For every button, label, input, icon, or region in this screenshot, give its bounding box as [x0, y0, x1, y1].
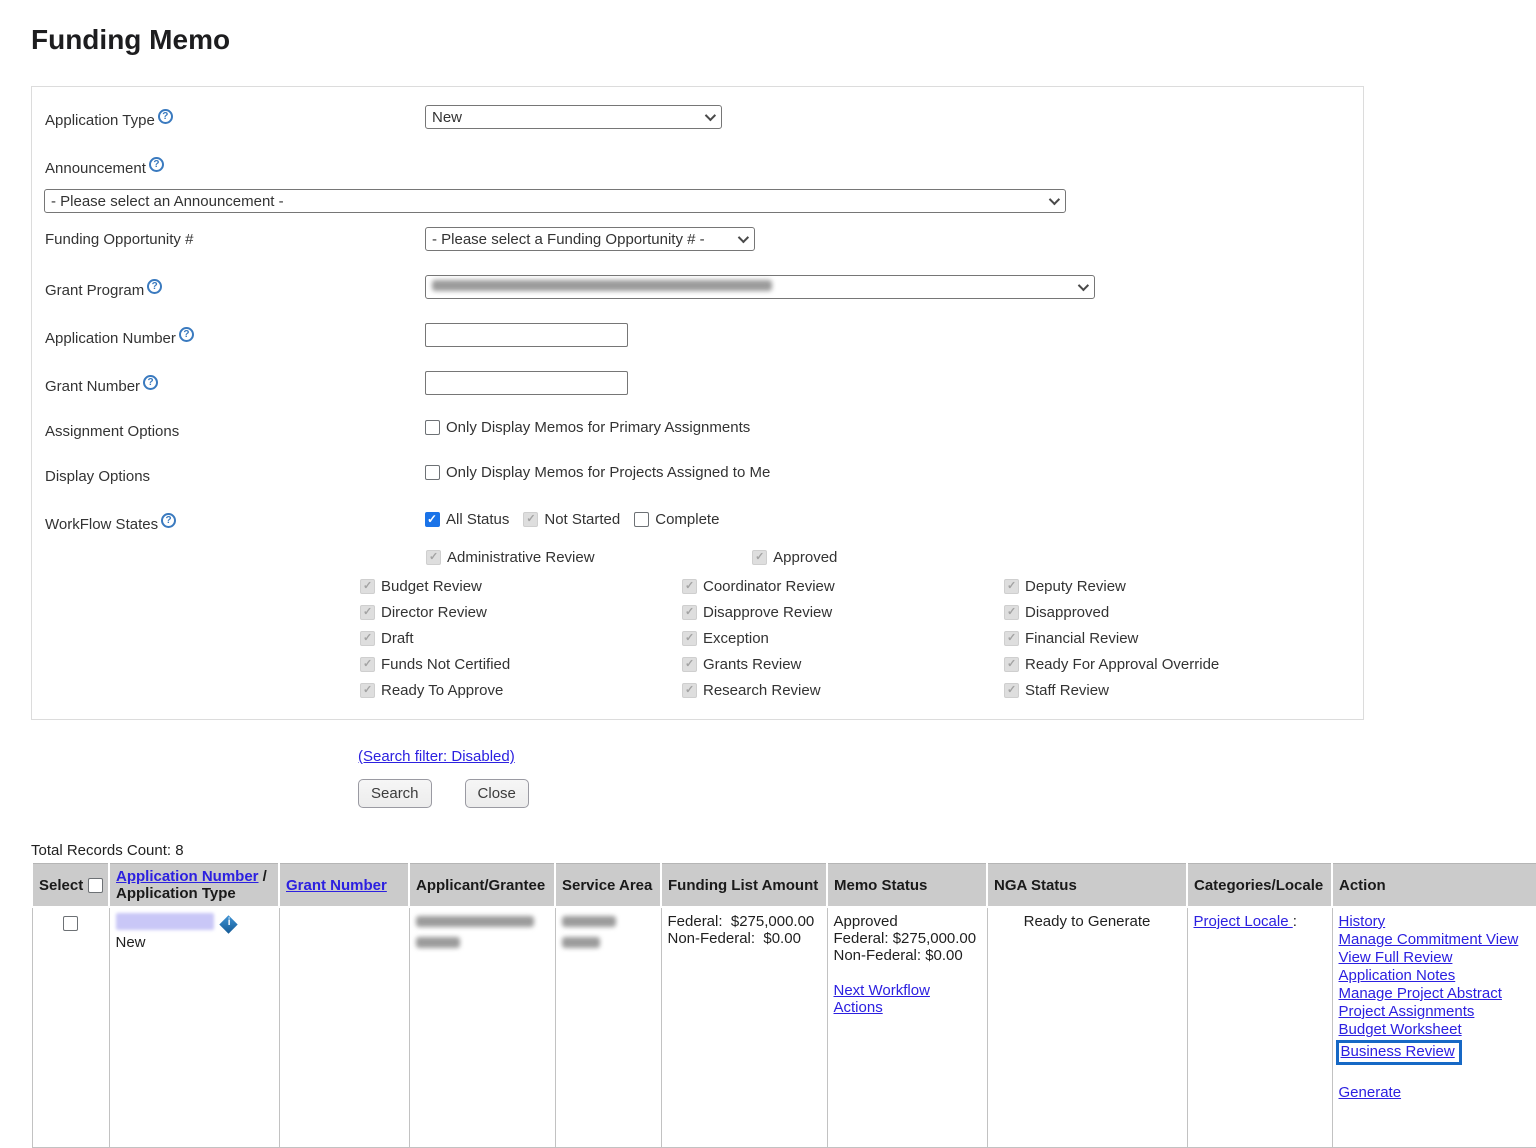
help-icon[interactable] — [158, 109, 173, 124]
not-started-label: Not Started — [544, 511, 621, 528]
help-icon[interactable] — [149, 157, 164, 172]
grant-program-select[interactable] — [425, 275, 1095, 299]
administrative-review-checkbox — [426, 550, 441, 565]
col-memo-status: Memo Status — [827, 864, 987, 908]
redacted-applicant-name — [416, 937, 460, 948]
funding-opportunity-selected-value: - Please select a Funding Opportunity # - — [432, 230, 705, 248]
help-icon[interactable] — [143, 375, 158, 390]
search-button[interactable]: Search — [358, 779, 432, 808]
grant-number-sort-link[interactable]: Grant Number — [286, 876, 387, 894]
col-grant-number — [279, 864, 409, 908]
table-header-row — [32, 864, 1536, 908]
grant-program-selected-value-redacted — [432, 277, 772, 298]
action-manage-commitment-view-link[interactable]: Manage Commitment View — [1338, 931, 1519, 948]
row-service-area-cell — [555, 907, 661, 1147]
action-view-full-review-link[interactable]: View Full Review — [1338, 949, 1453, 966]
application-number-label: Application Number? — [32, 323, 425, 347]
select-all-checkbox[interactable] — [88, 878, 103, 893]
chevron-down-icon — [705, 110, 716, 121]
assignment-options-label: Assignment Options — [45, 423, 180, 440]
funding-memo-search-form — [31, 86, 1364, 720]
workflow-states-label: WorkFlow States ? — [32, 509, 425, 533]
action-business-review-link[interactable]: Business Review — [1340, 1043, 1455, 1060]
row-select-cell — [32, 907, 109, 1147]
application-number-link[interactable] — [116, 917, 214, 934]
action-project-assignments-link[interactable]: Project Assignments — [1338, 1003, 1475, 1020]
project-locale-link[interactable]: Project Locale — [1193, 913, 1293, 930]
application-number-input[interactable] — [425, 323, 628, 347]
primary-assignments-checkbox-label: Only Display Memos for Primary Assignments — [446, 419, 751, 436]
col-application-number: Application Number / Application Type — [109, 864, 279, 908]
budget-review-checkbox — [360, 579, 375, 594]
col-action: Action — [1332, 864, 1536, 908]
results-table-wrap — [31, 863, 1536, 1148]
results-table — [31, 863, 1536, 1148]
complete-checkbox[interactable] — [634, 512, 649, 527]
projects-assigned-checkbox-label: Only Display Memos for Projects Assigned to Me — [446, 464, 771, 481]
col-select: Select — [32, 864, 109, 908]
projects-assigned-checkbox[interactable] — [425, 465, 440, 480]
announcement-select[interactable] — [44, 189, 1066, 213]
funding-opportunity-select[interactable] — [425, 227, 755, 251]
grant-number-input[interactable] — [425, 371, 628, 395]
application-type-select[interactable] — [425, 105, 722, 129]
search-filter-link[interactable]: (Search filter: Disabled) — [358, 748, 515, 765]
research-review-checkbox — [682, 683, 697, 698]
col-nga-status: NGA Status — [987, 864, 1187, 908]
row-applicant-cell — [409, 907, 555, 1147]
disapproved-checkbox — [1004, 605, 1019, 620]
row-grant-number-cell — [279, 907, 409, 1147]
chevron-down-icon — [1078, 280, 1089, 291]
all-status-label: All Status — [446, 511, 510, 528]
funding-opportunity-label: Funding Opportunity # — [45, 231, 194, 248]
financial-review-checkbox — [1004, 631, 1019, 646]
redacted-applicant-name — [416, 916, 534, 927]
all-status-checkbox[interactable] — [425, 512, 440, 527]
row-memo-status-cell: Approved Federal: $275,000.00 Non-Federal: $0.00 Next Workflow Actions — [827, 907, 987, 1147]
help-icon[interactable] — [147, 279, 162, 294]
application-number-sort-link[interactable]: Application Number — [116, 868, 259, 885]
close-button[interactable]: Close — [465, 779, 529, 808]
grant-number-label: Grant Number? — [32, 371, 425, 395]
row-categories-cell: Project Locale : — [1187, 907, 1332, 1147]
primary-assignments-checkbox[interactable] — [425, 420, 440, 435]
memo-status-value: Approved — [833, 913, 898, 930]
col-applicant-grantee: Applicant/Grantee — [409, 864, 555, 908]
workflow-states-grid: ✓ Administrative Review ✓ Approved ✓ Budget Review ✓ Coordinator Review ✓ Deputy Review ✓ Director Review ✓ Disapprove Review ✓ Disapproved ✓ Draft ✓ Exception ✓ Financial Review ✓ Funds Not Certified ✓ Grants Review ✓ Ready For Approval Override ✓ Ready To Approve ✓ Research Review ✓ Staff Review — [360, 549, 1363, 699]
staff-review-checkbox — [1004, 683, 1019, 698]
action-application-notes-link[interactable]: Application Notes — [1338, 967, 1456, 984]
announcement-selected-value: - Please select an Announcement - — [51, 192, 284, 210]
business-review-highlight-box — [1336, 1040, 1462, 1065]
next-workflow-actions-link[interactable]: Next Workflow Actions — [833, 982, 930, 1016]
action-budget-worksheet-link[interactable]: Budget Worksheet — [1338, 1021, 1462, 1038]
disapprove-review-checkbox — [682, 605, 697, 620]
row-nga-status-cell: Ready to Generate — [987, 907, 1187, 1147]
deputy-review-checkbox — [1004, 579, 1019, 594]
director-review-checkbox — [360, 605, 375, 620]
help-icon[interactable] — [179, 327, 194, 342]
action-history-link[interactable]: History — [1338, 913, 1386, 930]
action-generate-link[interactable]: Generate — [1338, 1084, 1402, 1101]
ready-to-approve-checkbox — [360, 683, 375, 698]
info-icon[interactable] — [219, 915, 237, 933]
not-started-checkbox — [523, 512, 538, 527]
chevron-down-icon — [738, 232, 749, 243]
col-categories-locale: Categories/Locale — [1187, 864, 1332, 908]
chevron-down-icon — [1049, 194, 1060, 205]
ready-for-approval-override-checkbox — [1004, 657, 1019, 672]
row-funding-list-cell: Federal: $275,000.00 Non-Federal: $0.00 — [661, 907, 827, 1147]
row-select-checkbox[interactable] — [63, 916, 78, 931]
page-title: Funding Memo — [31, 24, 231, 55]
row-application-type: New — [115, 934, 146, 951]
exception-checkbox — [682, 631, 697, 646]
grants-review-checkbox — [682, 657, 697, 672]
col-funding-list-amount: Funding List Amount — [661, 864, 827, 908]
col-service-area: Service Area — [555, 864, 661, 908]
row-application-cell — [109, 907, 279, 1147]
total-records-count: Total Records Count: 8 — [31, 842, 184, 859]
help-icon[interactable] — [161, 513, 176, 528]
row-action-cell — [1332, 907, 1536, 1147]
grant-program-label: Grant Program? — [32, 275, 425, 299]
redacted-service-area — [562, 916, 616, 927]
application-type-selected-value: New — [432, 108, 463, 126]
coordinator-review-checkbox — [682, 579, 697, 594]
announcement-label: Announcement? — [32, 153, 425, 177]
approved-checkbox — [752, 550, 767, 565]
display-options-label: Display Options — [45, 468, 151, 485]
redacted-application-number — [116, 913, 214, 930]
redacted-service-area — [562, 937, 600, 948]
action-manage-project-abstract-link[interactable]: Manage Project Abstract — [1338, 985, 1502, 1002]
draft-checkbox — [360, 631, 375, 646]
complete-label: Complete — [655, 511, 720, 528]
table-row — [32, 907, 1536, 1147]
funds-not-certified-checkbox — [360, 657, 375, 672]
application-type-label: Application Type ? — [32, 105, 425, 129]
